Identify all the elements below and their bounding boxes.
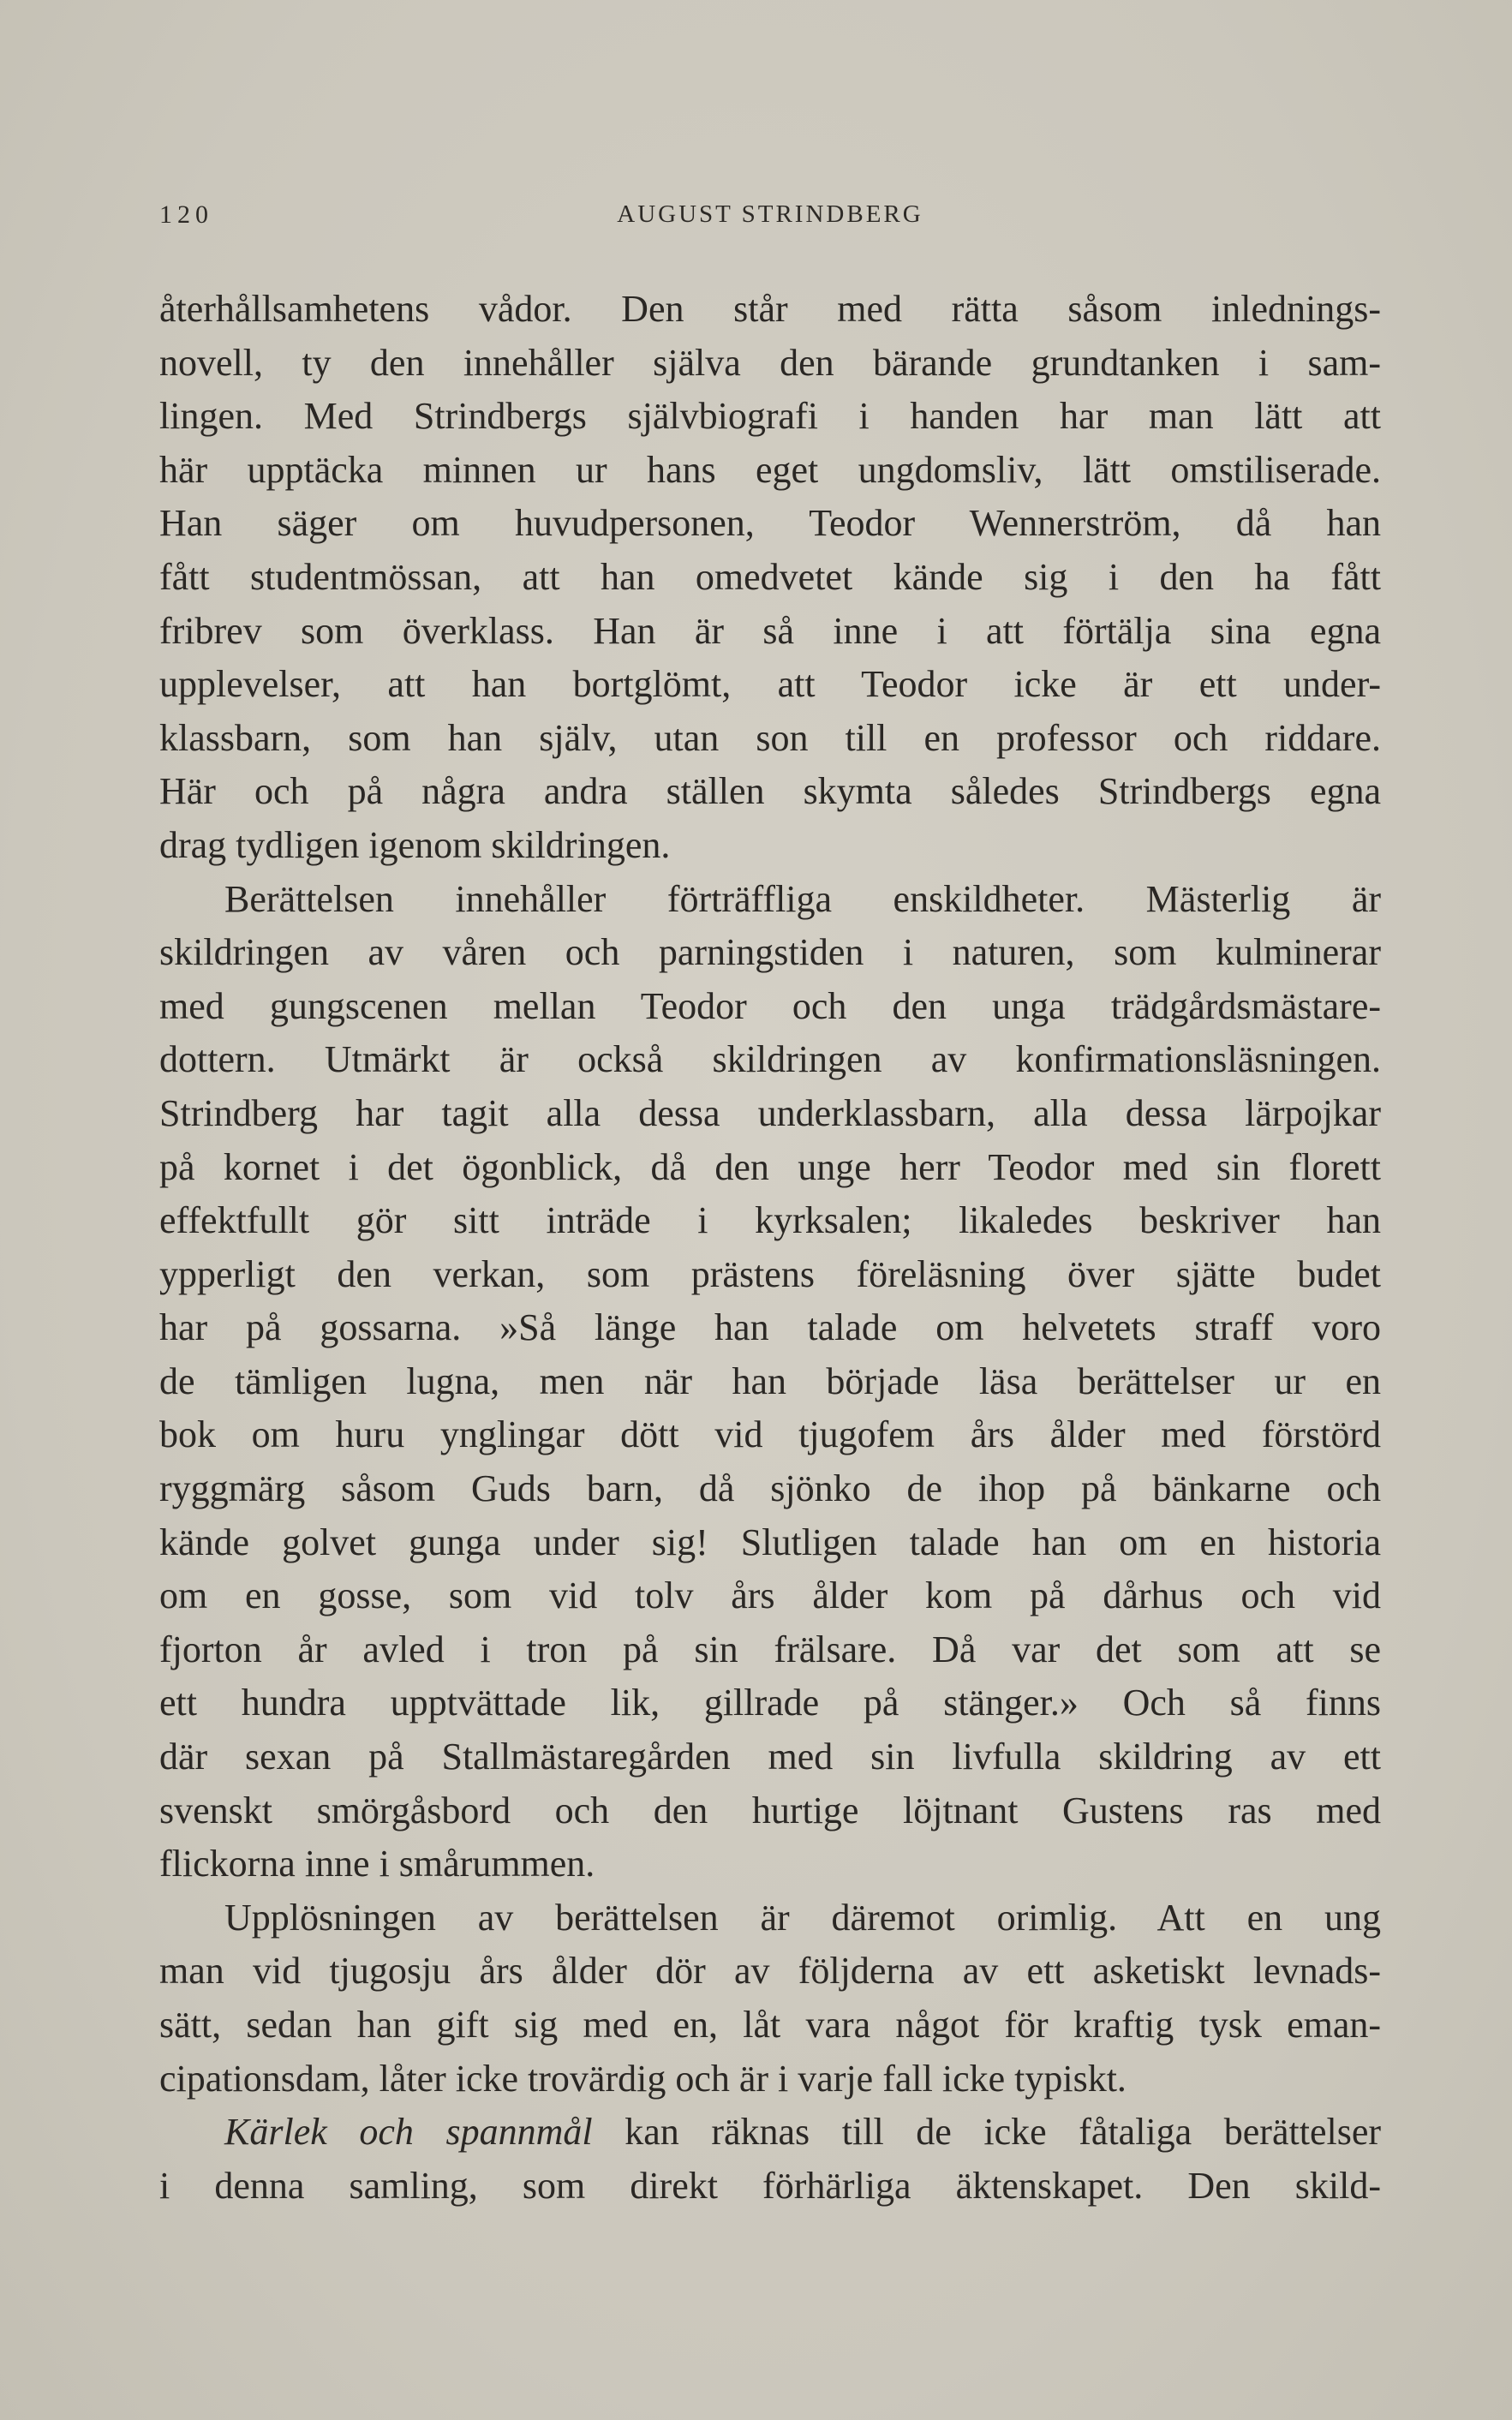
body-text — [159, 283, 1381, 2213]
text-line: sätt, sedan han gift sig med en, låt vara något för kraftig tysk eman- — [159, 2004, 1381, 2046]
text-line: de tämligen lugna, men när han började läsa berättelser ur en — [159, 1359, 1381, 1402]
text-line: om en gosse, som vid tolv års ålder kom på dårhus och vid — [159, 1574, 1381, 1617]
text-line: Strindberg har tagit alla dessa underklassbarn, alla dessa lärpojkar — [159, 1091, 1381, 1134]
text-line: effektfullt gör sitt inträde i kyrksalen; likaledes beskriver han — [159, 1199, 1381, 1242]
text-line: bok om huru ynglingar dött vid tjugofem års ålder med förstörd — [159, 1413, 1381, 1456]
text-line: ypperligt den verkan, som prästens föreläsning över sjätte budet — [159, 1252, 1381, 1295]
text-line: cipationsdam, låter icke trovärdig och är i varje fall icke typiskt. — [159, 2057, 1127, 2100]
text-run: kan räknas till de icke fåtaliga berättelser — [592, 2111, 1381, 2154]
text-line: Berättelsen innehåller förträffliga enskildheter. Mästerlig är — [224, 877, 1381, 920]
text-line: fått studentmössan, att han omedvetet kände sig i den ha fått — [159, 555, 1381, 598]
text-line: lingen. Med Strindbergs självbiografi i handen har man lätt att — [159, 395, 1381, 438]
page-header — [159, 200, 1381, 243]
text-line: här upptäcka minnen ur hans eget ungdomsliv, lätt omstiliserade. — [159, 448, 1381, 491]
text-line: ett hundra upptvättade lik, gillrade på stänger.» Och så finns — [159, 1682, 1381, 1724]
text-line: där sexan på Stallmästaregården med sin livfulla skildring av ett — [159, 1736, 1381, 1778]
page-number: 120 — [159, 200, 213, 229]
text-line: i denna samling, som direkt förhärliga äktenskapet. Den skild- — [159, 2164, 1381, 2207]
text-line: dottern. Utmärkt är också skildringen av konfirmationsläsningen. — [159, 1038, 1381, 1081]
book-title-italic: Kärlek och spannmål — [224, 2111, 593, 2154]
text-line: upplevelser, att han bortglömt, att Teodor icke är ett under- — [159, 663, 1381, 706]
text-line: Han säger om huvudpersonen, Teodor Wennerström, då han — [159, 502, 1381, 545]
text-line: klassbarn, som han själv, utan son till en professor och riddare. — [159, 716, 1381, 759]
running-head: AUGUST STRINDBERG — [617, 200, 923, 228]
text-line: flickorna inne i smårummen. — [159, 1843, 595, 1885]
text-line: fribrev som överklass. Han är så inne i att förtälja sina egna — [159, 609, 1381, 652]
text-line: på kornet i det ögonblick, då den unge herr Teodor med sin florett — [159, 1145, 1381, 1188]
text-line: drag tydligen igenom skildringen. — [159, 823, 671, 866]
text-line: med gungscenen mellan Teodor och den unga trädgårdsmästare- — [159, 984, 1381, 1027]
text-line: återhållsamhetens vådor. Den står med rätta såsom inlednings- — [159, 288, 1381, 330]
text-line: fjorton år avled i tron på sin frälsare. Då var det som att se — [159, 1628, 1381, 1670]
text-line: kände golvet gunga under sig! Slutligen talade han om en historia — [159, 1521, 1381, 1563]
text-line: man vid tjugosju års ålder dör av följderna av ett asketiskt levnads- — [159, 1950, 1381, 1993]
text-line — [159, 2106, 1381, 2160]
text-line: Upplösningen av berättelsen är däremot orimlig. Att en ung — [224, 1896, 1381, 1939]
text-line: svenskt smörgåsbord och den hurtige löjtnant Gustens ras med — [159, 1789, 1381, 1831]
text-line: har på gossarna. »Så länge han talade om helvetets straff voro — [159, 1306, 1381, 1349]
text-line: ryggmärg såsom Guds barn, då sjönko de ihop på bänkarne och — [159, 1467, 1381, 1510]
text-line: novell, ty den innehåller själva den bärande grundtanken i sam- — [159, 341, 1381, 384]
text-line: Här och på några andra ställen skymta således Strindbergs egna — [159, 770, 1381, 813]
text-line: skildringen av våren och parningstiden i naturen, som kulminerar — [159, 931, 1381, 974]
